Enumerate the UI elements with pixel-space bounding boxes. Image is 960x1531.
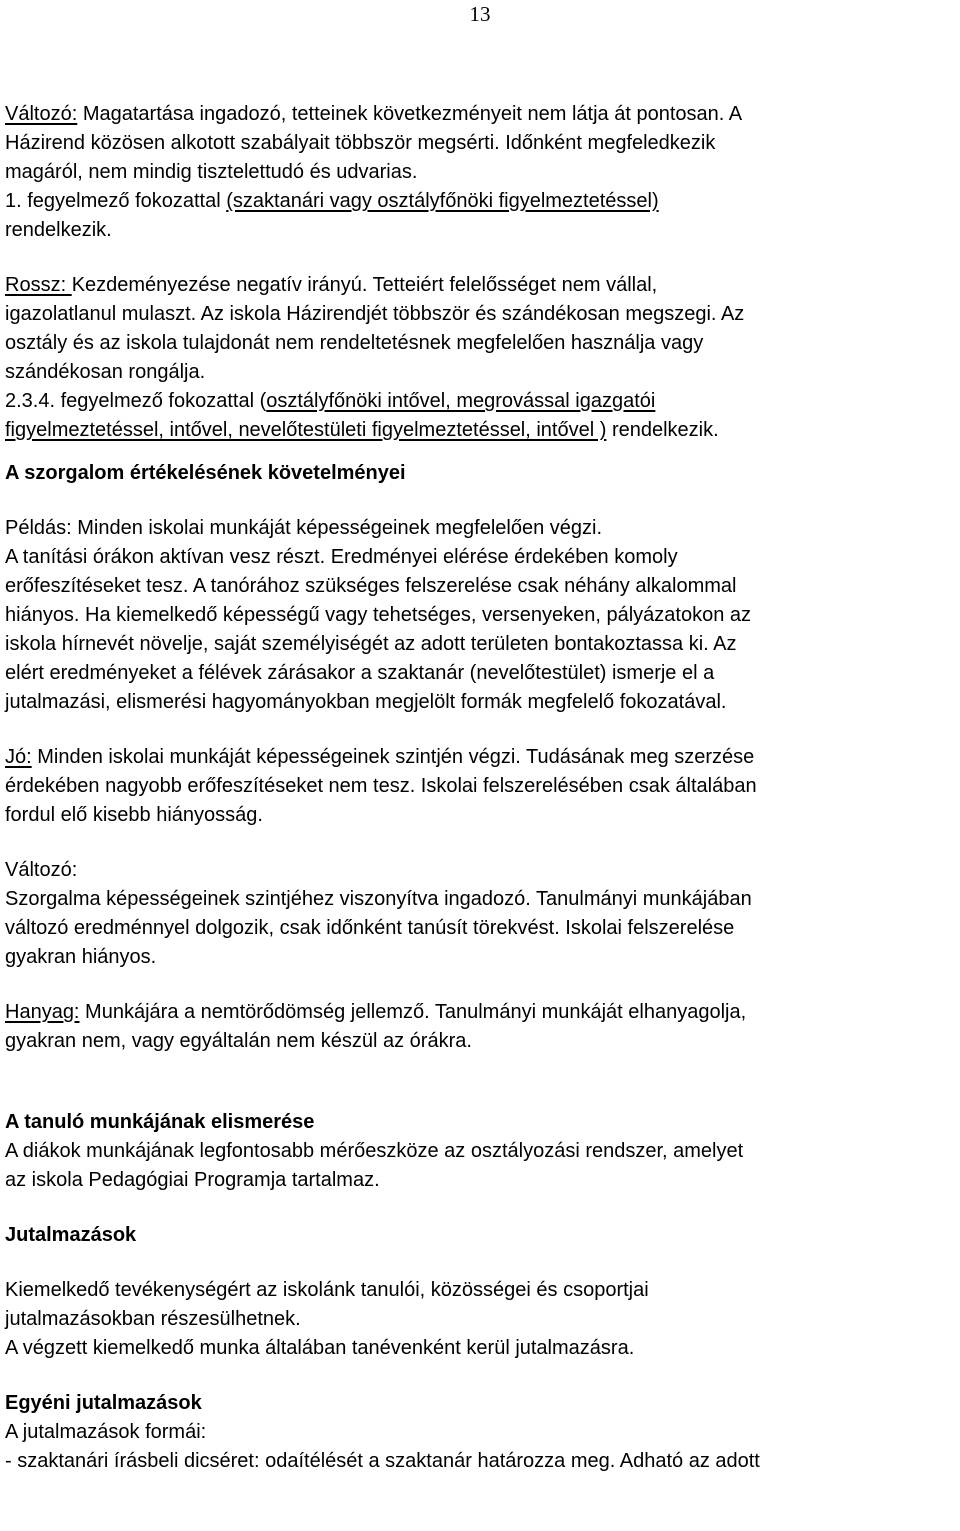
text-line: gyakran nem, vagy egyáltalán nem készül az órákra. <box>5 1030 472 1052</box>
text-line: Kiemelkedő tevékenységért az iskolánk tanulói, közösségei és csoportjai <box>5 1279 649 1301</box>
rossz-label: Rossz: <box>5 274 72 296</box>
section-heading: Egyéni jutalmazások <box>5 1392 202 1414</box>
text-line: - szaktanári írásbeli dicséret: odaítélését a szaktanár határozza meg. Adható az adott <box>5 1450 760 1472</box>
jo-section <box>5 743 955 830</box>
rossz-section <box>5 271 955 445</box>
text-line: Változó: Magatartása ingadozó, tetteinek következményeit nem látja át pontosan. A <box>5 103 743 125</box>
text-line: változó eredménnyel dolgozik, csak időnként tanúsít törekvést. Iskolai felszerelése <box>5 917 735 939</box>
valtozo-magatartas-section <box>5 100 955 245</box>
text-line: A diákok munkájának legfontosabb mérőeszköze az osztályozási rendszer, amelyet <box>5 1140 744 1162</box>
text-line: hiányos. Ha kiemelkedő képességű vagy tehetséges, versenyeken, pályázatokon az <box>5 604 752 626</box>
text-line: erőfeszítéseket tesz. A tanórához szükséges felszerelése csak néhány alkalommal <box>5 575 737 597</box>
text-line: A jutalmazások formái: <box>5 1421 207 1443</box>
valtozo-szorgalom-section <box>5 856 955 972</box>
document-body <box>5 100 955 1476</box>
section-heading: Jutalmazások <box>5 1224 137 1246</box>
text-line: gyakran hiányos. <box>5 946 157 968</box>
egyeni-section <box>5 1389 955 1476</box>
text-line: jutalmazási, elismerési hagyományokban megjelölt formák megfelelő fokozatával. <box>5 691 727 713</box>
section-heading: A szorgalom értékelésének követelményei <box>5 462 406 484</box>
text-line: érdekében nagyobb erőfeszítéseket nem tesz. Iskolai felszerelésében csak általában <box>5 775 757 797</box>
text-line: Szorgalma képességeinek szintjéhez viszonyítva ingadozó. Tanulmányi munkájában <box>5 888 752 910</box>
elismeres-section <box>5 1108 955 1195</box>
text-line: A végzett kiemelkedő munka általában tanévenként kerül jutalmazásra. <box>5 1337 635 1359</box>
text-line: A tanítási órákon aktívan vesz részt. Eredményei elérése érdekében komoly <box>5 546 678 568</box>
section-heading: A tanuló munkájának elismerése <box>5 1111 315 1133</box>
text-line: Hanyag: Munkájára a nemtörődömség jellemző. Tanulmányi munkáját elhanyagolja, <box>5 1001 747 1023</box>
text-line: fordul elő kisebb hiányosság. <box>5 804 263 826</box>
text-line: szándékosan rongálja. <box>5 361 206 383</box>
text-line: osztály és az iskola tulajdonát nem rendeltetésnek megfelelően használja vagy <box>5 332 704 354</box>
page-number: 13 <box>469 2 491 26</box>
text-line: Példás: Minden iskolai munkáját képességeinek megfelelően végzi. <box>5 517 603 539</box>
text-line: 1. fegyelmező fokozattal (szaktanári vagy osztályfőnöki figyelmeztetéssel) <box>5 190 659 212</box>
text-line: 2.3.4. fegyelmező fokozattal (osztályfőnöki intővel, megrovással igazgatói <box>5 390 656 412</box>
hanyag-label: Hanyag: <box>5 1001 80 1023</box>
text-line: Rossz: Kezdeményezése negatív irányú. Tetteiért felelősséget nem vállal, <box>5 274 658 296</box>
jo-label: Jó: <box>5 746 32 768</box>
text-line: magáról, nem mindig tisztelettudó és udvarias. <box>5 161 418 183</box>
peldas-section <box>5 514 955 717</box>
text-line: Jó: Minden iskolai munkáját képességeinek szintjén végzi. Tudásának meg szerzése <box>5 746 755 768</box>
hanyag-section <box>5 998 955 1056</box>
text-line: rendelkezik. <box>5 219 112 241</box>
text-line: elért eredményeket a félévek zárásakor a szaktanár (nevelőtestület) ismerje el a <box>5 662 715 684</box>
jutalmazasok-section <box>5 1221 955 1363</box>
text-line: figyelmeztetéssel, intővel, nevelőtestületi figyelmeztetéssel, intővel ) rendelkezik. <box>5 419 719 441</box>
text-line: jutalmazásokban részesülhetnek. <box>5 1308 301 1330</box>
text-line: Házirend közösen alkotott szabályait többször megsérti. Időnként megfeledkezik <box>5 132 716 154</box>
valtozo-label: Változó: <box>5 103 78 125</box>
text-line: iskola hírnevét növelje, saját személyiségét az adott területen bontakoztassa ki. Az <box>5 633 737 655</box>
text-line: igazolatlanul mulaszt. Az iskola Házirendjét többször és szándékosan megszegi. Az <box>5 303 745 325</box>
text-line: az iskola Pedagógiai Programja tartalmaz. <box>5 1169 380 1191</box>
valtozo-label: Változó: <box>5 859 78 881</box>
